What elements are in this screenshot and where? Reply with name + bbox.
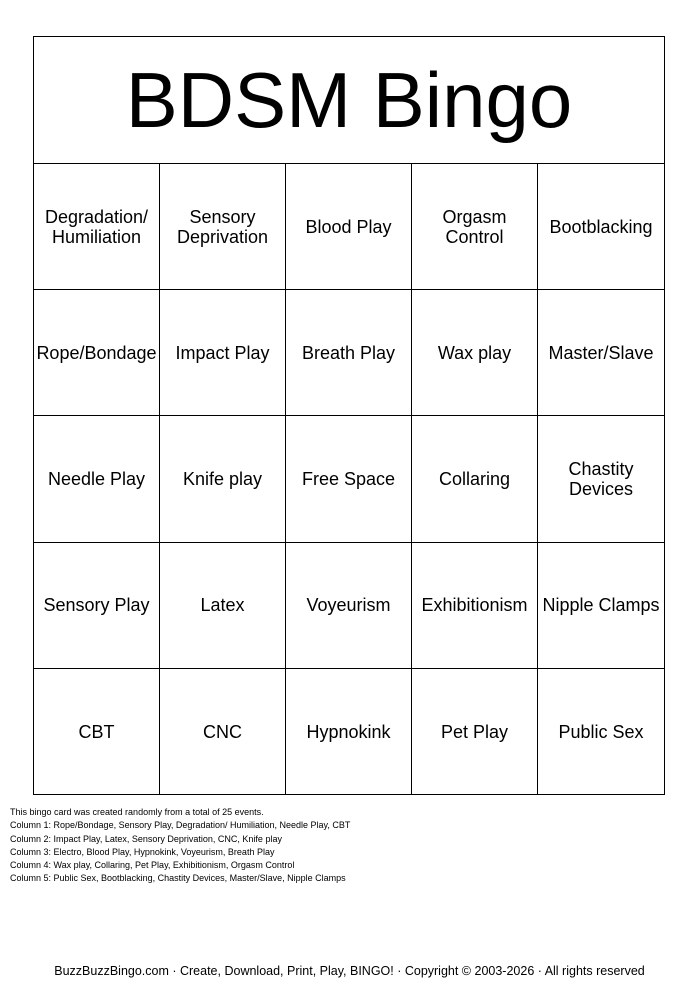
cell-label: Chastity Devices <box>568 458 634 499</box>
bingo-cell <box>286 669 412 795</box>
cell-label: Latex <box>200 595 245 616</box>
bingo-cell <box>160 543 286 669</box>
cell-label: Collaring <box>438 468 511 489</box>
cell-label: Degradation/ Humiliation <box>44 206 149 247</box>
card-info <box>10 806 350 886</box>
cell-label: Public Sex <box>558 721 644 742</box>
info-summary: This bingo card was created randomly from a total of 25 events. <box>10 807 264 817</box>
bingo-card <box>33 36 665 795</box>
bingo-cell <box>412 543 538 669</box>
cell-label: Pet Play <box>440 721 509 742</box>
info-column-4: Column 4: Wax play, Collaring, Pet Play, Exhibitionism, Orgasm Control <box>10 860 295 871</box>
cell-label: Breath Play <box>301 342 396 363</box>
cell-label: Orgasm Control <box>442 206 507 247</box>
cell-label: Hypnokink <box>306 721 391 742</box>
bingo-cell <box>34 164 160 290</box>
info-column-2: Column 2: Impact Play, Latex, Sensory Deprivation, CNC, Knife play <box>10 833 282 844</box>
cell-label: CBT <box>78 721 115 742</box>
cell-label: Sensory Play <box>43 595 150 616</box>
bingo-cell <box>412 669 538 795</box>
cell-label: Rope/Bondage <box>36 342 157 363</box>
info-column-1: Column 1: Rope/Bondage, Sensory Play, Degradation/ Humiliation, Needle Play, CBT <box>10 820 351 831</box>
cell-label: Nipple Clamps <box>542 595 660 616</box>
bingo-cell <box>538 416 664 542</box>
cell-label: CNC <box>203 721 242 742</box>
cell-label: Exhibitionism <box>421 595 528 616</box>
bingo-cell <box>160 290 286 416</box>
bingo-cell <box>538 543 664 669</box>
bingo-cell <box>286 290 412 416</box>
bingo-cell <box>286 543 412 669</box>
cell-label: Impact Play <box>175 342 270 363</box>
bingo-cell <box>538 290 664 416</box>
cell-label: Blood Play <box>305 216 392 237</box>
free-space-cell <box>286 416 412 542</box>
footer-text: BuzzBuzzBingo.com · Create, Download, Print, Play, BINGO! · Copyright © 2003-2026 · All rights reserved <box>54 964 645 978</box>
bingo-cell <box>286 164 412 290</box>
bingo-cell <box>412 290 538 416</box>
bingo-grid <box>34 164 664 795</box>
cell-label: Voyeurism <box>306 595 391 616</box>
bingo-cell <box>160 164 286 290</box>
bingo-cell <box>412 164 538 290</box>
cell-label: Needle Play <box>47 468 146 489</box>
bingo-cell <box>160 669 286 795</box>
bingo-cell <box>160 416 286 542</box>
card-title: BDSM Bingo <box>34 37 664 164</box>
bingo-cell <box>34 669 160 795</box>
bingo-cell <box>538 164 664 290</box>
bingo-cell <box>538 669 664 795</box>
cell-label: Sensory Deprivation <box>176 206 269 247</box>
info-column-5: Column 5: Public Sex, Bootblacking, Chastity Devices, Master/Slave, Nipple Clamps <box>10 873 346 884</box>
bingo-cell <box>412 416 538 542</box>
cell-label: Free Space <box>301 468 396 489</box>
info-column-3: Column 3: Electro, Blood Play, Hypnokink, Voyeurism, Breath Play <box>10 846 275 857</box>
bingo-cell <box>34 543 160 669</box>
cell-label: Master/Slave <box>548 342 654 363</box>
cell-label: Wax play <box>437 342 512 363</box>
cell-label: Bootblacking <box>549 216 653 237</box>
cell-label: Knife play <box>182 468 263 489</box>
bingo-cell <box>34 416 160 542</box>
bingo-cell <box>34 290 160 416</box>
